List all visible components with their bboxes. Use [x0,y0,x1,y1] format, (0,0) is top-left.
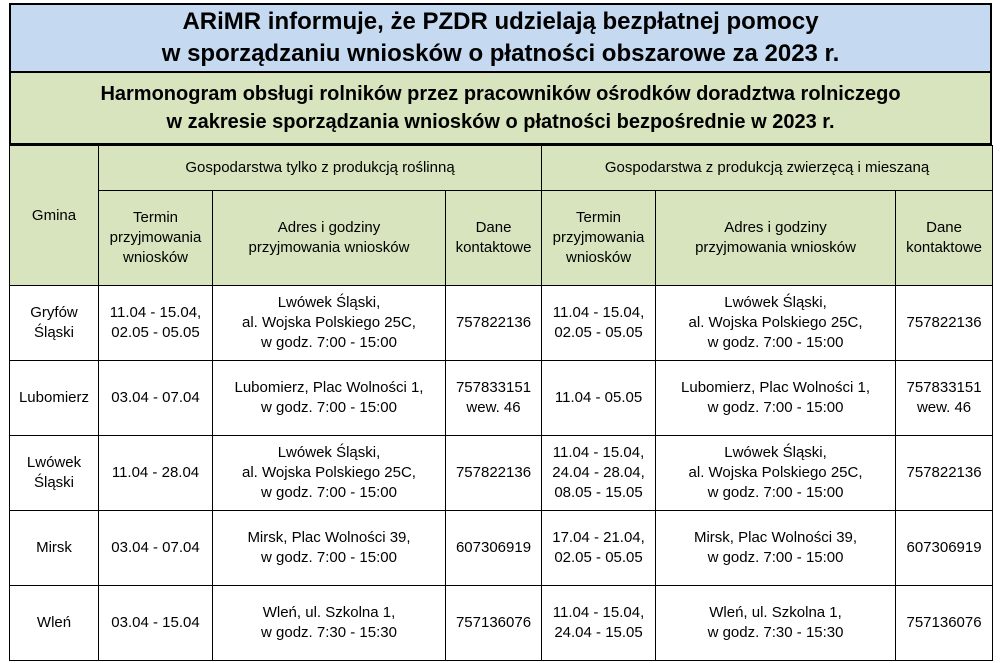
cell-text-line: Wleń [36,614,72,631]
cell-text-line: Gryfów [30,304,78,321]
cell-text-line: w godz. 7:00 - 15:00 [707,484,844,501]
cell-text-line: w godz. 7:30 - 15:30 [261,624,397,641]
cell-gmina [10,361,99,436]
cell-text-line: wniosków [566,249,632,266]
cell-text-line: Termin [576,209,622,226]
cell-text-line: Wleń, ul. Szkolna 1, [262,604,396,621]
cell-text-line: 24.04 - 28.04, [552,464,645,481]
cell-gmina [10,286,99,361]
cell-text-line: wew. 46 [466,399,521,416]
cell-gmina [10,511,99,586]
cell-text-line: Lubomierz, Plac Wolności 1, [681,379,871,396]
header-termin [542,191,656,286]
cell-text-line: kontaktowe [455,239,532,256]
cell-plant-dane [446,361,542,436]
cell-text-line: Lwówek Śląski, [277,444,381,461]
cell-text-line: w godz. 7:00 - 15:00 [707,334,844,351]
cell-text-line: 24.04 - 15.05 [554,624,643,641]
cell-plant-dane [446,286,542,361]
title-banner [9,3,992,73]
cell-text-line: w godz. 7:00 - 15:00 [261,549,397,566]
cell-text-line: 17.04 - 21.04, [552,529,645,546]
cell-animal-dane [896,436,993,511]
cell-plant-termin [99,436,213,511]
cell-text-line: 607306919 [455,539,532,556]
subtitle-banner [9,73,992,145]
cell-text-line: w godz. 7:00 - 15:00 [707,549,844,566]
cell-animal-termin [542,286,656,361]
cell-plant-dane [446,436,542,511]
cell-text-line: Śląski [33,474,74,491]
cell-text-line: w godz. 7:00 - 15:00 [707,399,844,416]
cell-text-line: wniosków [122,249,189,266]
table-row [10,361,993,436]
cell-animal-dane [896,286,993,361]
subtitle-line-1: Harmonogram obsługi rolników przez pracowników ośrodków doradztwa rolniczego [100,83,901,105]
cell-text-line: przyjmowania wniosków [695,239,856,256]
header-group-animal: Gospodarstwa z produkcją zwierzęcą i mieszaną [542,146,993,191]
cell-plant-adres [213,511,446,586]
header-adres [213,191,446,286]
cell-text-line: al. Wojska Polskiego 25C, [242,314,416,331]
cell-text-line: Dane [475,219,512,236]
cell-text-line: Dane [926,219,962,236]
cell-text-line: Adres i godziny [724,219,827,236]
cell-text-line: kontaktowe [906,239,982,256]
cell-text-line: 757822136 [906,314,982,331]
cell-text-line: al. Wojska Polskiego 25C, [688,464,863,481]
cell-text-line: al. Wojska Polskiego 25C, [688,314,863,331]
cell-text-line: Termin [132,209,178,226]
cell-text-line: Wleń, ul. Szkolna 1, [709,604,842,621]
cell-animal-termin [542,586,656,661]
cell-text-line: 757833151 [906,379,982,396]
cell-animal-termin [542,511,656,586]
cell-plant-termin [99,586,213,661]
cell-plant-termin [99,511,213,586]
cell-text-line: w godz. 7:00 - 15:00 [261,399,397,416]
cell-text-line: 02.05 - 05.05 [554,549,643,566]
cell-text-line: 02.05 - 05.05 [111,324,200,341]
cell-animal-termin [542,436,656,511]
cell-plant-adres [213,436,446,511]
table-row [10,286,993,361]
cell-text-line: 08.05 - 15.05 [554,484,643,501]
cell-text-line: Śląski [33,324,74,341]
cell-plant-termin [99,361,213,436]
cell-text-line: Lwówek Śląski, [724,294,827,311]
cell-text-line: przyjmowania [552,229,645,246]
cell-text-line: Mirsk, Plac Wolności 39, [247,529,411,546]
cell-text-line: 11.04 - 15.04, [552,444,645,461]
cell-text-line: Lwówek Śląski, [277,294,381,311]
cell-text-line: 757822136 [455,314,532,331]
cell-text-line: przyjmowania wniosków [248,239,410,256]
cell-animal-dane [896,361,993,436]
cell-text-line: 03.04 - 07.04 [111,389,200,406]
header-dane [896,191,993,286]
cell-animal-dane [896,586,993,661]
cell-animal-adres [656,361,896,436]
cell-animal-adres [656,286,896,361]
cell-text-line: 757822136 [906,464,982,481]
cell-text-line: 11.04 - 05.05 [554,389,643,406]
cell-gmina [10,586,99,661]
cell-text-line: Adres i godziny [277,219,381,236]
cell-text-line: 11.04 - 15.04, [109,304,202,321]
schedule-table [9,145,993,661]
cell-text-line: Mirsk, Plac Wolności 39, [693,529,858,546]
cell-text-line: wew. 46 [916,399,972,416]
cell-gmina [10,436,99,511]
cell-text-line: 757822136 [455,464,532,481]
cell-plant-dane [446,511,542,586]
cell-text-line: 757136076 [455,614,532,631]
table-row [10,511,993,586]
cell-animal-dane [896,511,993,586]
cell-text-line: 02.05 - 05.05 [554,324,643,341]
cell-animal-adres [656,511,896,586]
cell-text-line: 11.04 - 28.04 [111,464,200,481]
header-termin [99,191,213,286]
cell-animal-adres [656,436,896,511]
cell-text-line: Lubomierz, Plac Wolności 1, [234,379,424,396]
subtitle-line-2: w zakresie sporządzania wniosków o płatności bezpośrednie w 2023 r. [166,111,835,133]
cell-animal-adres [656,586,896,661]
cell-text-line: w godz. 7:00 - 15:00 [261,334,397,351]
table-row [10,586,993,661]
header-adres [656,191,896,286]
cell-text-line: 11.04 - 15.04, [552,304,645,321]
cell-text-line: 757833151 [455,379,532,396]
cell-animal-termin [542,361,656,436]
cell-text-line: 11.04 - 15.04, [552,604,645,621]
title-line-1: ARiMR informuje, że PZDR udzielają bezpłatnej pomocy [182,8,819,35]
cell-text-line: Mirsk [36,539,72,556]
cell-text-line: w godz. 7:30 - 15:30 [707,624,844,641]
cell-text-line: 03.04 - 15.04 [111,614,200,631]
cell-plant-adres [213,586,446,661]
cell-plant-termin [99,286,213,361]
header-gmina: Gmina [10,146,99,286]
cell-text-line: przyjmowania [109,229,202,246]
table-row [10,436,993,511]
cell-text-line: 03.04 - 07.04 [111,539,200,556]
cell-text-line: 607306919 [906,539,982,556]
cell-text-line: Lwówek Śląski, [724,444,827,461]
cell-text-line: 757136076 [906,614,982,631]
cell-text-line: Lwówek [26,454,82,471]
header-dane [446,191,542,286]
cell-plant-adres [213,361,446,436]
title-line-2: w sporządzaniu wniosków o płatności obszarowe za 2023 r. [161,40,840,67]
cell-plant-dane [446,586,542,661]
cell-text-line: w godz. 7:00 - 15:00 [261,484,397,501]
cell-plant-adres [213,286,446,361]
header-group-plant: Gospodarstwa tylko z produkcją roślinną [99,146,542,191]
cell-text-line: al. Wojska Polskiego 25C, [242,464,416,481]
cell-text-line: Lubomierz [18,389,90,406]
schedule-rows [10,286,993,661]
